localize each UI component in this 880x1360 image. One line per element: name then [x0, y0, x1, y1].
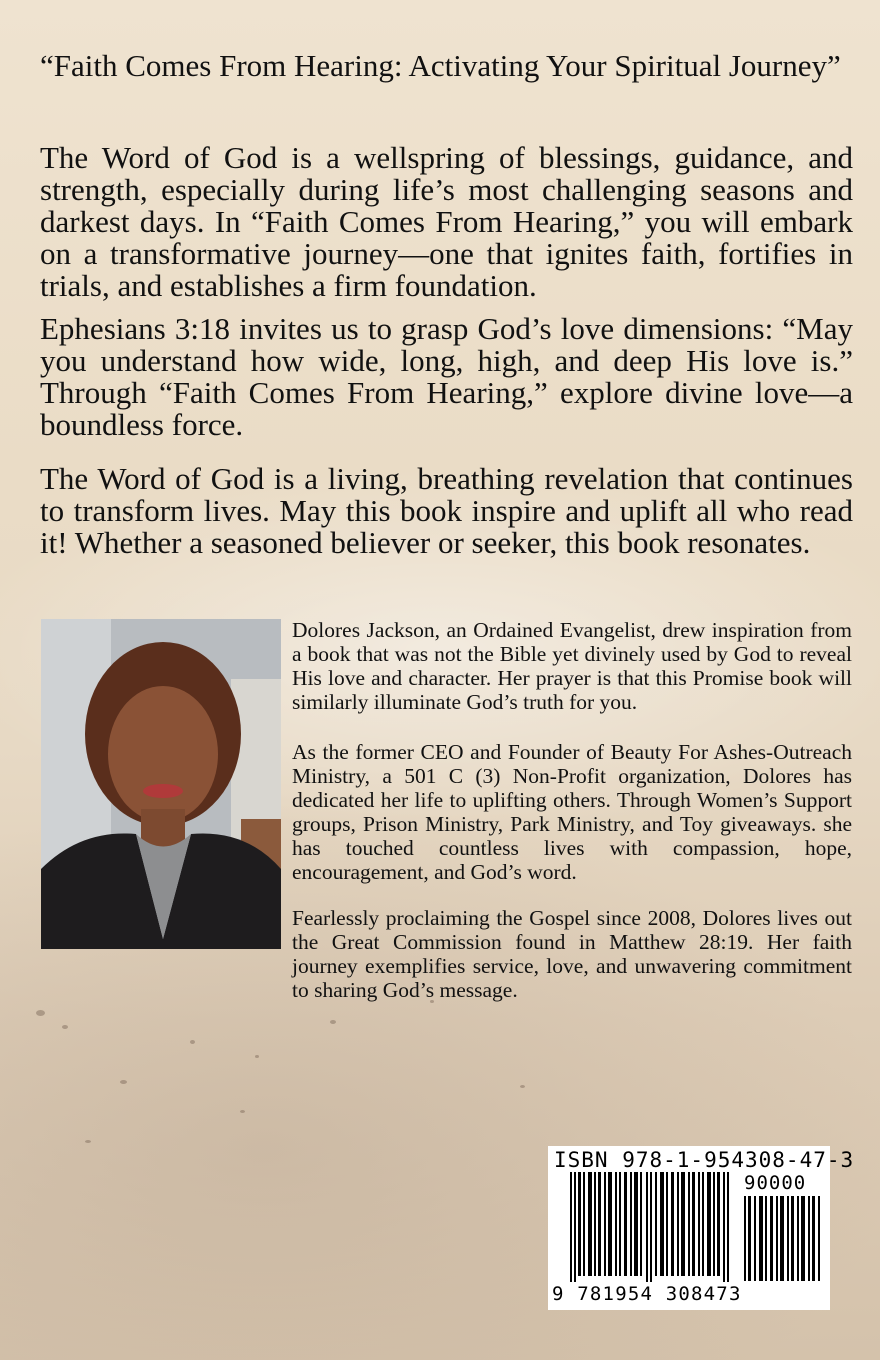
book-title: “Faith Comes From Hearing: Activating Your Spiritual Journey”: [40, 48, 841, 83]
author-photo: [41, 619, 281, 949]
author-bio-2: As the former CEO and Founder of Beauty For Ashes-Outreach Ministry, a 501 C (3) Non-Profit organization, Dolores has dedicated her life to uplifting others. Through Women’s Support groups, Prison Ministry, Park Ministry, and Toy giveaways. she has touched countless lives with compassion, hope, encouragement, and God’s word.: [292, 740, 852, 884]
ean-digits: 9 781954 308473: [552, 1283, 742, 1305]
sand-speck: [240, 1110, 245, 1113]
sand-speck: [120, 1080, 127, 1084]
author-bio-1: Dolores Jackson, an Ordained Evangelist, drew inspiration from a book that was not the Bible yet divinely used by God to reveal His love and character. Her prayer is that this Promise book will similarly illuminate God’s truth for you.: [292, 618, 852, 714]
sand-speck: [255, 1055, 259, 1058]
author-portrait-icon: [41, 619, 281, 949]
sand-speck: [36, 1010, 45, 1016]
sand-speck: [190, 1040, 195, 1044]
price-code: 90000: [744, 1172, 807, 1194]
sand-speck: [520, 1085, 525, 1088]
description-paragraph-1: The Word of God is a wellspring of blessings, guidance, and strength, especially during life’s most challenging seasons and darkest days. In “Faith Comes From Hearing,” you will embark on a transformative journey—one that ignites faith, fortifies in trials, and establishes a firm foundation.: [40, 140, 853, 303]
sand-speck: [85, 1140, 91, 1143]
isbn-label: ISBN 978-1-954308-47-3: [554, 1148, 855, 1172]
addon-barcode-icon: [744, 1196, 822, 1281]
description-paragraph-3: The Word of God is a living, breathing revelation that continues to transform lives. May this book inspire and uplift all who read it! Whether a seasoned believer or seeker, this book resonates.: [40, 461, 853, 560]
sand-speck: [62, 1025, 68, 1029]
description-paragraph-2: Ephesians 3:18 invites us to grasp God’s love dimensions: “May you understand how wide, long, high, and deep His love is.” Through “Faith Comes From Hearing,” explore divine love—a boundless force.: [40, 311, 853, 442]
author-bio-3: Fearlessly proclaiming the Gospel since 2008, Dolores lives out the Great Commission found in Matthew 28:19. Her faith journey exemplifies service, love, and unwavering commitment to sharing God’s message.: [292, 906, 852, 1002]
isbn-barcode: [548, 1146, 855, 1310]
sand-speck: [330, 1020, 336, 1024]
barcode-icon: [570, 1172, 735, 1282]
